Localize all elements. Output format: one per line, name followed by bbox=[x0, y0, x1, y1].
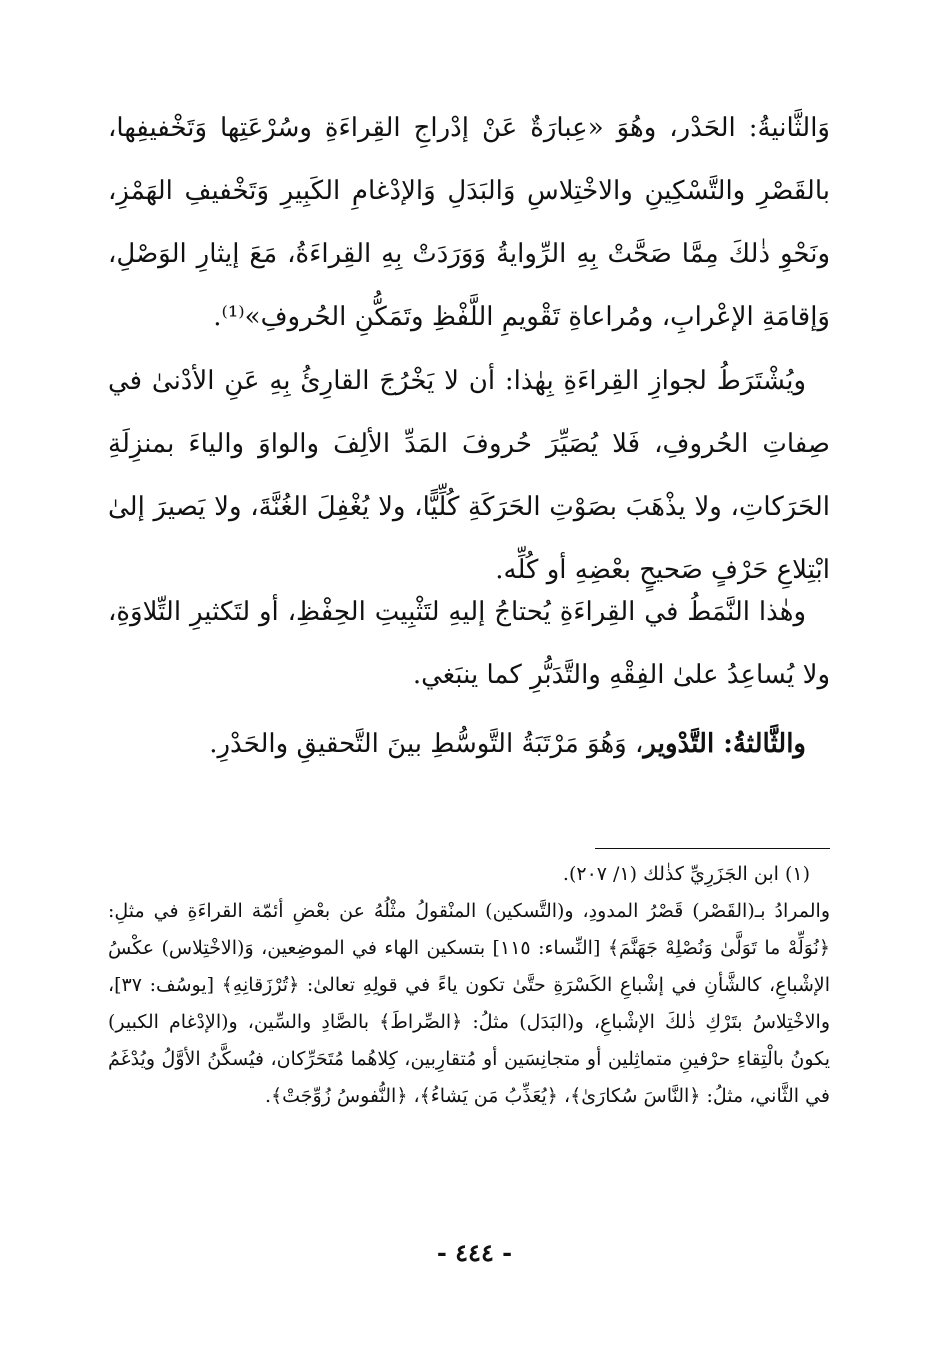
paragraph-conditions bbox=[108, 350, 830, 602]
footnotes bbox=[108, 856, 830, 1115]
paragraph-text: وهٰذا النَّمَطُ في القِراءَةِ يُحتاجُ إليهِ لتَثْبِيتِ الحِفْظِ، أو لتَكثيرِ التِّلاوَةِ، ولا يُساعِدُ علىٰ الفِقْهِ والتَّدَبُّرِ كما ينبَغي. bbox=[108, 597, 830, 690]
paragraph-hadr bbox=[108, 97, 830, 349]
paragraph-tadwir bbox=[108, 713, 830, 776]
paragraph-text bbox=[108, 713, 830, 776]
page-number: - ٤٤٤ - bbox=[436, 1238, 513, 1267]
footnote-1: (١) ابن الجَزَرِيِّ كذٰلك (١/ ٢٠٧). bbox=[562, 863, 810, 885]
section-definition: ، وَهُوَ مَرْتَبَةُ التَّوسُّطِ بينَ التَّحقيقِ والحَدْرِ. bbox=[209, 729, 644, 759]
footnote-divider bbox=[595, 848, 830, 849]
footnote-explanation: والمرادُ بـ(القَصْر) قَصْرُ المدودِ، و(التَّسكين) المنْقولُ مثْلُهُ عن بعْضِ أئمّة القراءَةِ في مثلِ: ﴿نُوَلِّهْ ما تَوَلَّىٰ وَنُصْلِهْ جَهَنَّمَ﴾ [النِّساء: ١١٥] بتسكين الهاء في الموضِعين، وَ(الاخْتِلاس) عكْسُ الإشْباعِ، كالشَّأنِ في إشْباعِ الكَسْرَةِ حتَّىٰ تكون ياءً في قولِهِ تعالىٰ: ﴿تُرْزَقانِهِ﴾ [يوسُف: ٣٧]، والاخْتِلاسُ بتَرْكِ ذٰلكَ الإشْباعِ، و(البَدَل) مثلُ: ﴿الصِّراطَ﴾ بالصَّادِ والسِّين، و(الإدْغام الكبير) يكونُ بالْتِقاءِ حرْفينِ متماثِلين أو متجانِسَين أو مُتقارِبين، كِلاهُما مُتَحَرِّكان، فيُسكَّنُ الأوَّلُ ويُدْغَمُ في الثَّاني، مثلُ: ﴿النَّاسَ سُكارَىٰ﴾، ﴿يُعَذِّبُ مَن يَشاءُ﴾، ﴿النُّفوسُ زُوِّجَتْ﴾. bbox=[108, 900, 830, 1107]
paragraph-text: وَالثَّانيةُ: الحَدْر، وهُوَ «عِبارَةٌ عَنْ إدْراجِ القِراءَةِ وسُرْعَتِها وَتَخْفيفِها، بالقَصْرِ والتَّسْكِينِ والاخْتِلاسِ وَالبَدَلِ وَالإدْغامِ الكَبِيرِ وَتَخْفيفِ الهَمْزِ، ونَحْوِ ذٰلكَ مِمَّا صَحَّتْ بِهِ الرِّوايةُ وَوَرَدَتْ بِهِ القِراءَةُ، مَعَ إيثارِ الوَصْلِ، وَإقامَةِ الإعْرابِ، ومُراعاةِ تَقْويمِ اللَّفْظِ وتَمَكُّنِ الحُروفِ»⁽¹⁾. bbox=[108, 113, 830, 332]
paragraph-text: ويُشْتَرَطُ لجوازِ القِراءَةِ بِهٰذا: أن لا يَخْرُجَ القارِئُ بِهِ عَنِ الأدْنىٰ في صِفاتِ الحُروفِ، فَلا يُصَيِّرَ حُروفَ المَدِّ الألِفَ والواوَ والياءَ بمنزِلَةِ الحَرَكاتِ، ولا يذْهَبَ بصَوْتِ الحَرَكَةِ كُلِّيًّا، ولا يُغْفِلَ الغُنَّةَ، ولا يَصيرَ إلىٰ ابْتِلاعِ حَرْفٍ صَحيحٍ بعْضِهِ أو كُلِّه. bbox=[108, 366, 830, 585]
paragraph-purpose bbox=[108, 581, 830, 707]
section-label: والثَّالثةُ: التَّدْوير bbox=[643, 729, 806, 759]
